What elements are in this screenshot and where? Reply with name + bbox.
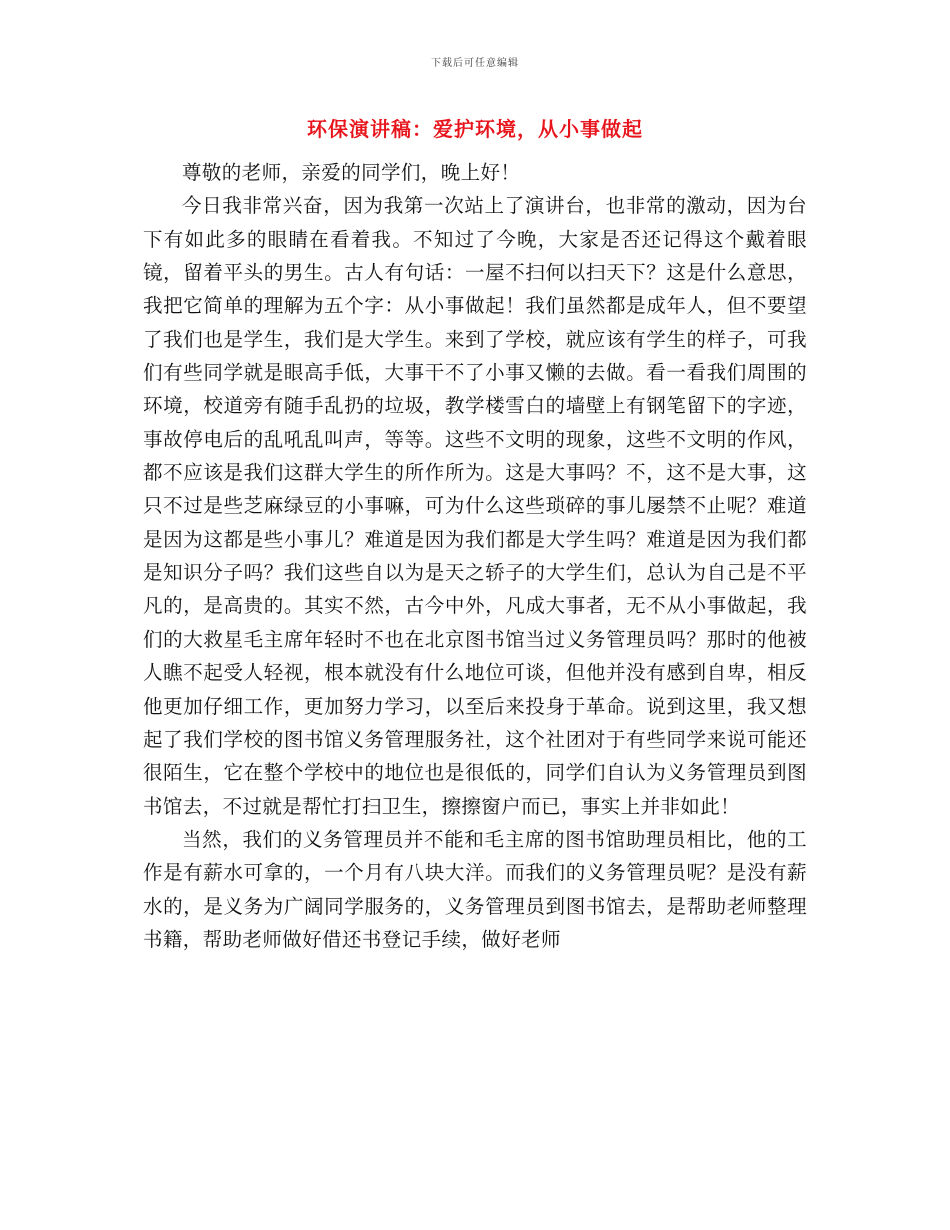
document-body <box>143 156 807 956</box>
document-title: 环保演讲稿：爱护环境，从小事做起 <box>307 117 643 141</box>
header-note: 下载后可任意编辑 <box>431 58 519 69</box>
paragraph-greeting: 尊敬的老师，亲爱的同学们，晚上好！ <box>182 161 521 184</box>
paragraph-volunteer: 当然，我们的义务管理员并不能和毛主席的图书馆助理员相比，他的工作是有薪水可拿的，一个月有八块大洋。而我们的义务管理员呢？是没有薪水的，是义务为广阔同学服务的，义务管理员到图书馆去，是帮助老师整理书籍，帮助老师做好借还书登记手续，做好老师 <box>143 827 807 951</box>
paragraph-main: 今日我非常兴奋，因为我第一次站上了演讲台，也非常的激动，因为台下有如此多的眼睛在看着我。不知过了今晚，大家是否还记得这个戴着眼镜，留着平头的男生。古人有句话：一屋不扫何以扫天下？这是什么意思，我把它简单的理解为五个字：从小事做起！我们虽然都是成年人，但不要望了我们也是学生，我们是大学生。来到了学校，就应该有学生的样子，可我们有些同学就是眼高手低，大事干不了小事又懒的去做。看一看我们周围的环境，校道旁有随手乱扔的垃圾，教学楼雪白的墙壁上有钢笔留下的字迹，事故停电后的乱吼乱叫声，等等。这些不文明的现象，这些不文明的作风，都不应该是我们这群大学生的所作所为。这是大事吗？不，这不是大事，这只不过是些芝麻绿豆的小事嘛，可为什么这些琐碎的事儿屡禁不止呢？难道是因为这都是些小事儿？难道是因为我们都是大学生吗？难道是因为我们都是知识分子吗？我们这些自以为是天之轿子的大学生们，总认为自己是不平凡的，是高贵的。其实不然，古今中外，凡成大事者，无不从小事做起，我们的大救星毛主席年轻时不也在北京图书馆当过义务管理员吗？那时的他被人瞧不起受人轻视，根本就没有什么地位可谈，但他并没有感到自卑，相反他更加仔细工作，更加努力学习，以至后来投身于革命。说到这里，我又想起了我们学校的图书馆义务管理服务社，这个社团对于有些同学来说可能还很陌生，它在整个学校中的地位也是很低的，同学们自认为义务管理员到图书馆去，不过就是帮忙打扫卫生，擦擦窗户而已，事实上并非如此！ <box>143 194 807 818</box>
